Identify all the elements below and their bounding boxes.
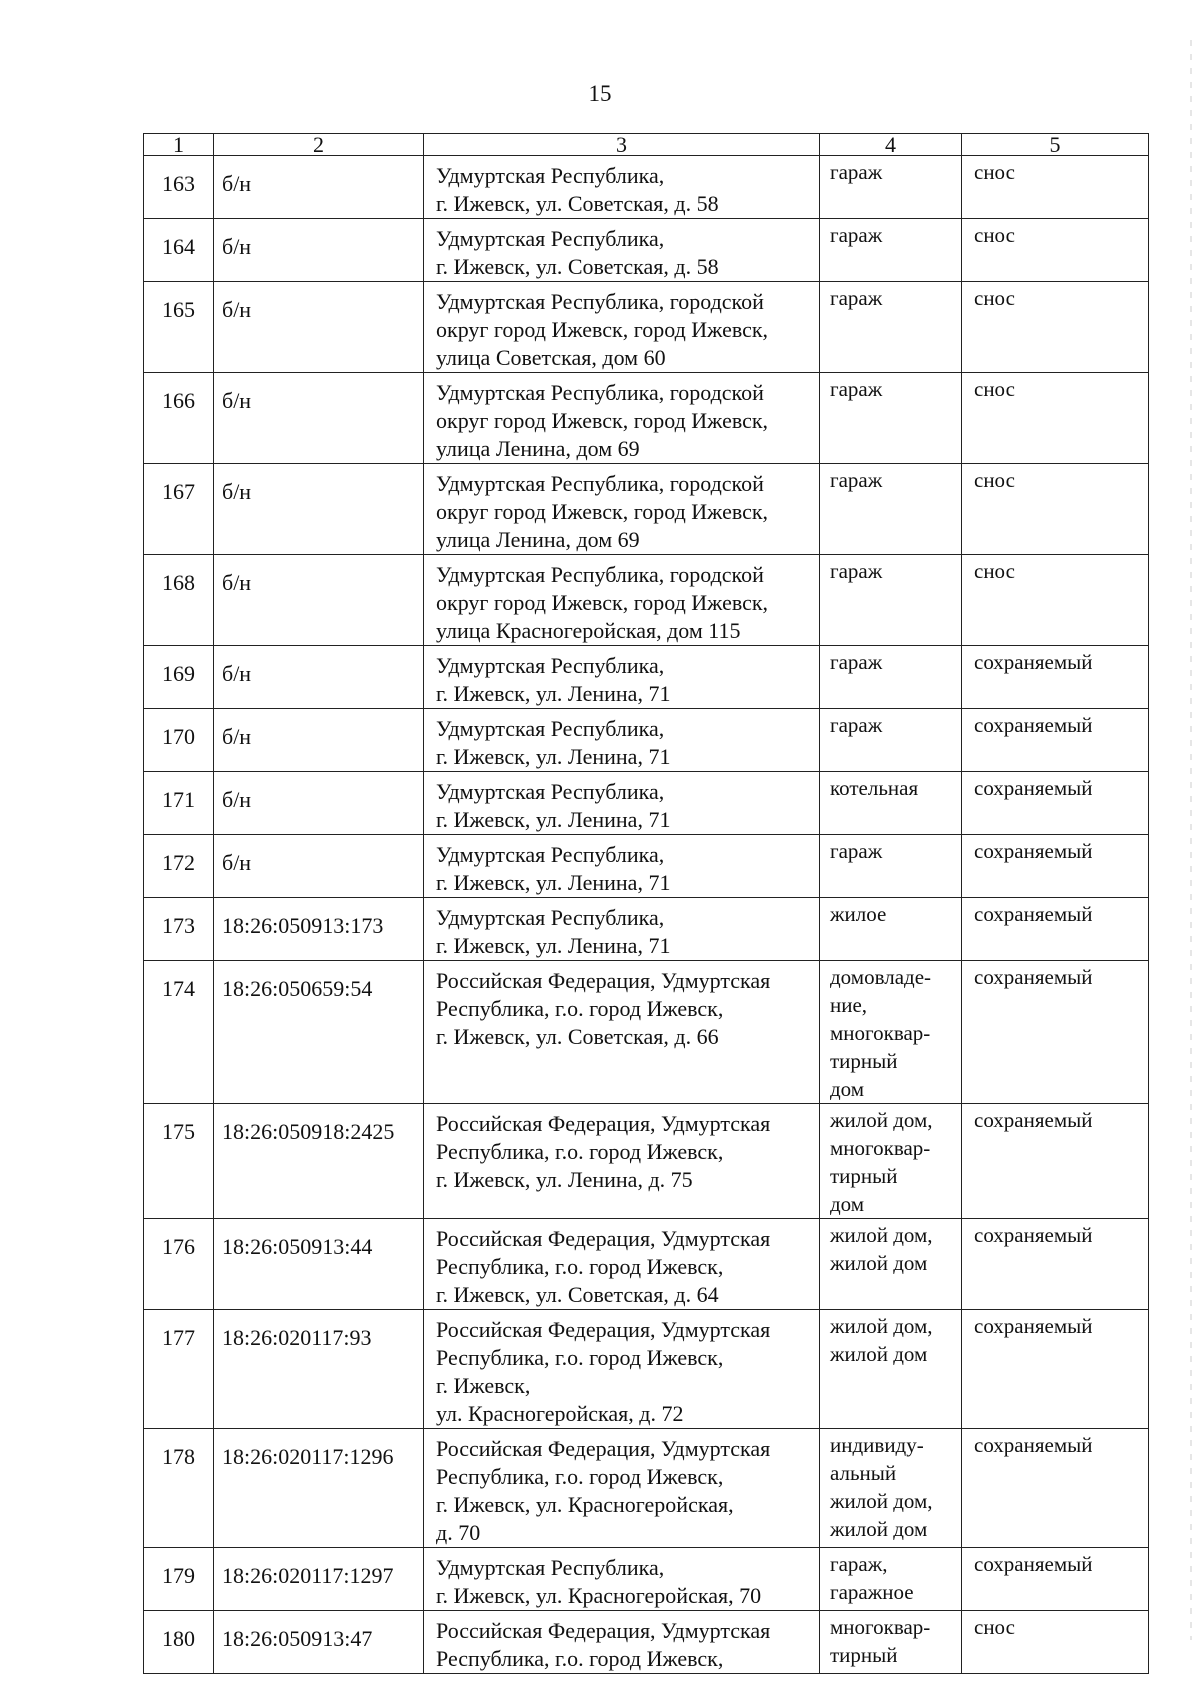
row-number: 172 [144, 835, 214, 898]
object-type-line: жилой дом, [830, 1108, 933, 1132]
object-type-line: жилой дом [830, 1251, 928, 1275]
table-row [144, 1611, 1149, 1674]
address-line: г. Ижевск, ул. Ленина, 71 [436, 744, 671, 769]
object-type-line: гараж [830, 559, 883, 583]
address [424, 1429, 820, 1548]
row-number: 176 [144, 1219, 214, 1310]
object-status: снос [962, 156, 1149, 219]
object-status: снос [962, 373, 1149, 464]
cadastral-number: 18:26:050659:54 [214, 961, 424, 1104]
object-status: снос [962, 219, 1149, 282]
address-line: г. Ижевск, ул. Ленина, 71 [436, 933, 671, 958]
table-row [144, 1219, 1149, 1310]
objects-table [143, 133, 1149, 1674]
address-line: улица Ленина, дом 69 [436, 527, 640, 552]
object-type-line: гараж [830, 160, 883, 184]
object-type-line: многоквар- [830, 1136, 931, 1160]
object-status: сохраняемый [962, 898, 1149, 961]
address-line: г. Ижевск, ул. Красногеройская, [436, 1492, 734, 1517]
address-line: Республика, г.о. город Ижевск, [436, 996, 724, 1021]
object-type [820, 898, 962, 961]
table-row [144, 1104, 1149, 1219]
object-type-line: домовладе- [830, 965, 932, 989]
table-body [144, 156, 1149, 1674]
row-number: 168 [144, 555, 214, 646]
object-type-line: жилой дом, [830, 1223, 933, 1247]
object-type-line: ние, [830, 993, 868, 1017]
address-line: Удмуртская Республика, городской [436, 289, 764, 314]
object-type-line: гараж [830, 839, 883, 863]
address [424, 1104, 820, 1219]
object-type-line: дом [830, 1192, 865, 1216]
address-line: округ город Ижевск, город Ижевск, [436, 499, 769, 524]
header-col-3: 3 [424, 134, 820, 156]
cadastral-number: б/н [214, 373, 424, 464]
cadastral-number: б/н [214, 835, 424, 898]
address [424, 772, 820, 835]
object-status: сохраняемый [962, 1310, 1149, 1429]
object-status: сохраняемый [962, 961, 1149, 1104]
object-type-line: индивиду- [830, 1433, 924, 1457]
address-line: Российская Федерация, Удмуртская [436, 1226, 771, 1251]
object-type-line: гараж, [830, 1552, 888, 1576]
address [424, 898, 820, 961]
object-type [820, 1429, 962, 1548]
address-line: Российская Федерация, Удмуртская [436, 1111, 771, 1136]
address [424, 282, 820, 373]
cadastral-number: 18:26:050913:47 [214, 1611, 424, 1674]
table-row [144, 772, 1149, 835]
object-status: сохраняемый [962, 709, 1149, 772]
address-line: Удмуртская Республика, городской [436, 471, 764, 496]
header-col-4: 4 [820, 134, 962, 156]
object-status: сохраняемый [962, 772, 1149, 835]
address [424, 156, 820, 219]
address [424, 464, 820, 555]
address-line: Удмуртская Республика, городской [436, 380, 764, 405]
address [424, 646, 820, 709]
object-type-line: дом [830, 1077, 865, 1101]
row-number: 165 [144, 282, 214, 373]
object-status: снос [962, 282, 1149, 373]
address-line: Удмуртская Республика, [436, 716, 665, 741]
address-line: Республика, г.о. город Ижевск, [436, 1464, 724, 1489]
row-number: 171 [144, 772, 214, 835]
address [424, 1548, 820, 1611]
object-type [820, 555, 962, 646]
object-type [820, 282, 962, 373]
table-row [144, 373, 1149, 464]
table-row [144, 1310, 1149, 1429]
object-type-line: многоквар- [830, 1615, 931, 1639]
address-line: Удмуртская Республика, [436, 226, 665, 251]
object-status: сохраняемый [962, 1429, 1149, 1548]
object-type-line: тирный [830, 1643, 898, 1667]
address [424, 709, 820, 772]
address-line: г. Ижевск, [436, 1373, 531, 1398]
cadastral-number: 18:26:050913:173 [214, 898, 424, 961]
address [424, 1611, 820, 1674]
object-status: сохраняемый [962, 1548, 1149, 1611]
row-number: 166 [144, 373, 214, 464]
cadastral-number: б/н [214, 555, 424, 646]
address-line: улица Советская, дом 60 [436, 345, 666, 370]
object-status: сохраняемый [962, 835, 1149, 898]
object-type [820, 1104, 962, 1219]
object-type-line: гараж [830, 286, 883, 310]
object-type [820, 1611, 962, 1674]
address-line: г. Ижевск, ул. Советская, д. 66 [436, 1024, 719, 1049]
address-line: г. Ижевск, ул. Советская, д. 64 [436, 1282, 719, 1307]
address [424, 219, 820, 282]
object-type-line: жилой дом [830, 1517, 928, 1541]
address-line: Республика, г.о. город Ижевск, [436, 1345, 724, 1370]
object-type-line: гараж [830, 713, 883, 737]
row-number: 178 [144, 1429, 214, 1548]
row-number: 174 [144, 961, 214, 1104]
address-line: округ город Ижевск, город Ижевск, [436, 590, 769, 615]
scan-edge-mark [1190, 40, 1192, 1640]
row-number: 180 [144, 1611, 214, 1674]
cadastral-number: б/н [214, 282, 424, 373]
row-number: 169 [144, 646, 214, 709]
object-type [820, 1310, 962, 1429]
address-line: г. Ижевск, ул. Ленина, 71 [436, 681, 671, 706]
address-line: Российская Федерация, Удмуртская [436, 1317, 771, 1342]
address-line: улица Красногеройская, дом 115 [436, 618, 741, 643]
address [424, 961, 820, 1104]
object-type-line: гараж [830, 650, 883, 674]
cadastral-number: б/н [214, 772, 424, 835]
row-number: 173 [144, 898, 214, 961]
object-type-line: альный [830, 1461, 897, 1485]
table-row [144, 156, 1149, 219]
address [424, 835, 820, 898]
object-status: снос [962, 555, 1149, 646]
object-status: сохраняемый [962, 1219, 1149, 1310]
table-header-row [144, 134, 1149, 156]
address [424, 373, 820, 464]
address-line: г. Ижевск, ул. Красногеройская, 70 [436, 1583, 762, 1608]
object-type [820, 709, 962, 772]
row-number: 179 [144, 1548, 214, 1611]
object-status: сохраняемый [962, 646, 1149, 709]
object-status: сохраняемый [962, 1104, 1149, 1219]
object-type [820, 156, 962, 219]
object-type [820, 1219, 962, 1310]
address-line: г. Ижевск, ул. Ленина, 71 [436, 807, 671, 832]
object-type [820, 1548, 962, 1611]
object-type-line: гараж [830, 223, 883, 247]
table-row [144, 1548, 1149, 1611]
object-type-line: жилое [830, 902, 887, 926]
address-line: ул. Красногеройская, д. 72 [436, 1401, 684, 1426]
cadastral-number: 18:26:050918:2425 [214, 1104, 424, 1219]
object-type-line: тирный [830, 1049, 898, 1073]
address-line: г. Ижевск, ул. Ленина, 71 [436, 870, 671, 895]
page-number: 15 [588, 81, 612, 106]
address-line: г. Ижевск, ул. Ленина, д. 75 [436, 1167, 693, 1192]
row-number: 164 [144, 219, 214, 282]
address-line: Республика, г.о. город Ижевск, [436, 1254, 724, 1279]
address [424, 1310, 820, 1429]
object-type [820, 219, 962, 282]
header-col-5: 5 [962, 134, 1149, 156]
table-row [144, 464, 1149, 555]
cadastral-number: 18:26:050913:44 [214, 1219, 424, 1310]
address-line: округ город Ижевск, город Ижевск, [436, 317, 769, 342]
row-number: 170 [144, 709, 214, 772]
table-row [144, 898, 1149, 961]
table-row [144, 555, 1149, 646]
address-line: Российская Федерация, Удмуртская [436, 1618, 771, 1643]
cadastral-number: б/н [214, 646, 424, 709]
address-line: Удмуртская Республика, городской [436, 562, 764, 587]
address-line: Российская Федерация, Удмуртская [436, 1436, 771, 1461]
table-row [144, 646, 1149, 709]
object-type-line: многоквар- [830, 1021, 931, 1045]
object-type-line: гараж [830, 377, 883, 401]
address-line: Удмуртская Республика, [436, 1555, 665, 1580]
table-row [144, 282, 1149, 373]
cadastral-number: 18:26:020117:93 [214, 1310, 424, 1429]
object-type-line: гараж [830, 468, 883, 492]
address-line: улица Ленина, дом 69 [436, 436, 640, 461]
header-col-1: 1 [144, 134, 214, 156]
row-number: 163 [144, 156, 214, 219]
address [424, 1219, 820, 1310]
table-row [144, 709, 1149, 772]
table-row [144, 219, 1149, 282]
address-line: д. 70 [436, 1520, 481, 1545]
object-type-line: жилой дом [830, 1342, 928, 1366]
object-type [820, 772, 962, 835]
object-status: снос [962, 464, 1149, 555]
object-type-line: котельная [830, 776, 919, 800]
row-number: 177 [144, 1310, 214, 1429]
cadastral-number: 18:26:020117:1297 [214, 1548, 424, 1611]
table-row [144, 1429, 1149, 1548]
object-type-line: жилой дом, [830, 1489, 933, 1513]
object-status: снос [962, 1611, 1149, 1674]
object-type [820, 464, 962, 555]
cadastral-number: 18:26:020117:1296 [214, 1429, 424, 1548]
address-line: г. Ижевск, ул. Советская, д. 58 [436, 191, 719, 216]
table-row [144, 835, 1149, 898]
address-line: Удмуртская Республика, [436, 842, 665, 867]
address [424, 555, 820, 646]
object-type [820, 373, 962, 464]
cadastral-number: б/н [214, 464, 424, 555]
cadastral-number: б/н [214, 709, 424, 772]
address-line: Российская Федерация, Удмуртская [436, 968, 771, 993]
object-type [820, 646, 962, 709]
address-line: Удмуртская Республика, [436, 905, 665, 930]
object-type-line: гаражное [830, 1580, 914, 1604]
object-type [820, 961, 962, 1104]
address-line: Республика, г.о. город Ижевск, [436, 1139, 724, 1164]
address-line: г. Ижевск, ул. Советская, д. 58 [436, 254, 719, 279]
header-col-2: 2 [214, 134, 424, 156]
row-number: 175 [144, 1104, 214, 1219]
object-type-line: тирный [830, 1164, 898, 1188]
address-line: Республика, г.о. город Ижевск, [436, 1646, 724, 1671]
cadastral-number: б/н [214, 156, 424, 219]
object-type-line: жилой дом, [830, 1314, 933, 1338]
row-number: 167 [144, 464, 214, 555]
table-row [144, 961, 1149, 1104]
address-line: Удмуртская Республика, [436, 653, 665, 678]
address-line: Удмуртская Республика, [436, 779, 665, 804]
cadastral-number: б/н [214, 219, 424, 282]
object-type [820, 835, 962, 898]
address-line: округ город Ижевск, город Ижевск, [436, 408, 769, 433]
address-line: Удмуртская Республика, [436, 163, 665, 188]
